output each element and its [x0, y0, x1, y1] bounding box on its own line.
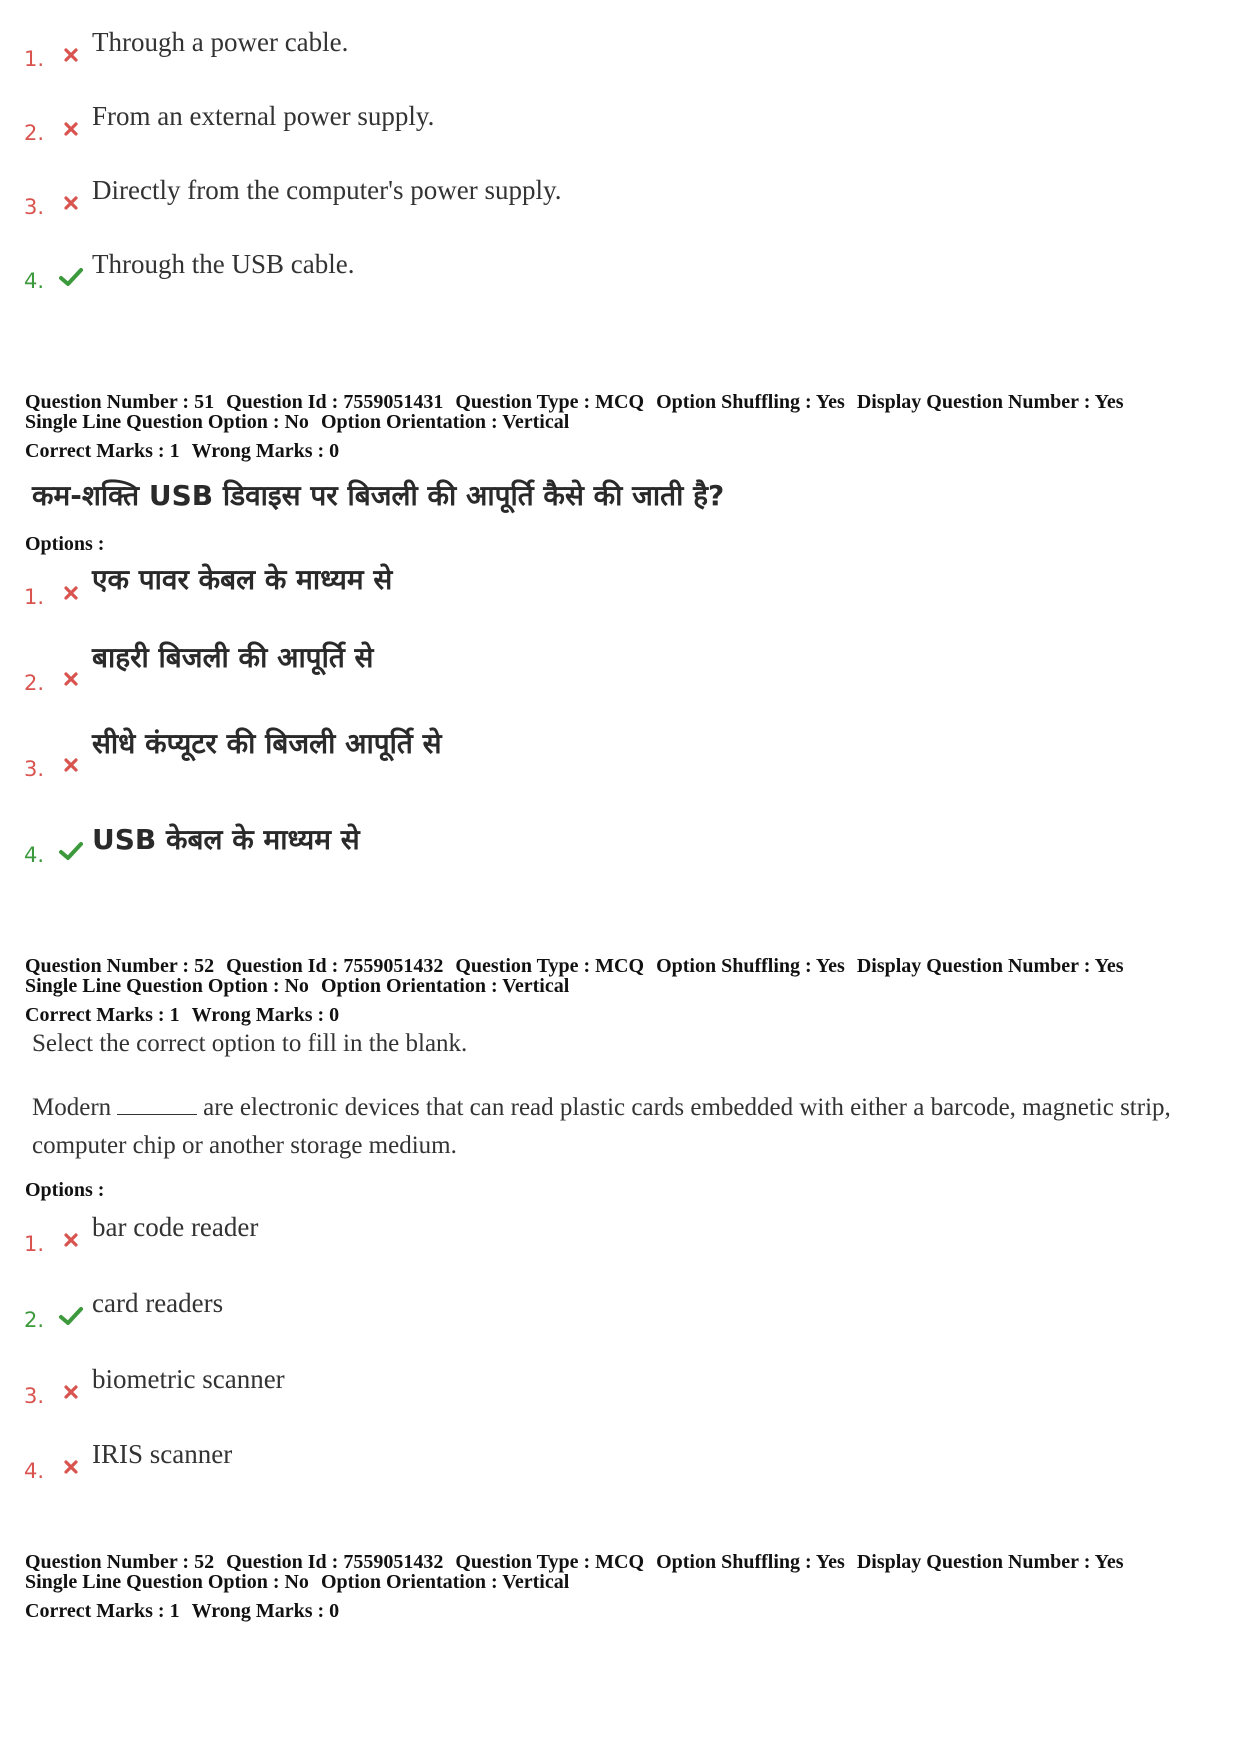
option-number: 4. — [24, 843, 45, 867]
option-text: bar code reader — [92, 1212, 259, 1242]
option-number: 1. — [24, 585, 45, 609]
option-text: USB केबल के माध्यम से — [92, 823, 360, 856]
option-number: 2. — [24, 671, 45, 695]
option-text: card readers — [92, 1288, 224, 1318]
cross-icon — [56, 192, 86, 214]
cross-icon — [56, 118, 86, 140]
option-text: Directly from the computer's power supply. — [92, 175, 562, 205]
option-orientation: Option Orientation : Vertical — [320, 975, 570, 997]
option-text: From an external power supply. — [92, 101, 435, 131]
option-row — [24, 823, 360, 867]
question-number: Question Number : 51 — [25, 391, 215, 413]
option-number: 1. — [24, 47, 45, 71]
single-line-option: Single Line Question Option : No — [25, 411, 309, 433]
question-number: Question Number : 52 — [25, 955, 215, 977]
question-sentence-line2: computer chip or another storage medium. — [32, 1132, 457, 1159]
option-text: IRIS scanner — [92, 1439, 233, 1469]
display-question-number: Display Question Number : Yes — [856, 1551, 1124, 1573]
option-row — [24, 1288, 224, 1332]
cross-icon — [56, 1229, 86, 1251]
options-label: Options : — [25, 1179, 105, 1201]
option-shuffling: Option Shuffling : Yes — [656, 955, 845, 977]
question-number: Question Number : 52 — [25, 1551, 215, 1573]
question-meta-line2 — [25, 976, 569, 997]
cross-icon — [56, 668, 86, 690]
sentence-start: Modern — [32, 1094, 112, 1121]
question-id: Question Id : 7559051431 — [226, 391, 444, 413]
options-label: Options : — [25, 533, 105, 555]
check-icon — [56, 840, 86, 862]
option-text: सीधे कंप्यूटर की बिजली आपूर्ति से — [92, 727, 442, 760]
option-number: 4. — [24, 1459, 45, 1483]
single-line-option: Single Line Question Option : No — [25, 1571, 309, 1593]
cross-icon — [56, 754, 86, 776]
cross-icon — [56, 582, 86, 604]
option-row — [24, 563, 393, 609]
correct-marks: Correct Marks : 1 — [25, 1600, 180, 1622]
cross-icon — [56, 1456, 86, 1478]
blank-line — [117, 1094, 197, 1115]
option-number: 2. — [24, 121, 45, 145]
option-row — [24, 175, 562, 219]
option-number: 2. — [24, 1308, 45, 1332]
cross-icon — [56, 44, 86, 66]
question-id: Question Id : 7559051432 — [226, 955, 444, 977]
option-shuffling: Option Shuffling : Yes — [656, 391, 845, 413]
option-text: Through a power cable. — [92, 27, 349, 57]
option-text: बाहरी बिजली की आपूर्ति से — [92, 641, 374, 674]
question-marks — [25, 1005, 339, 1026]
option-row — [24, 249, 355, 293]
option-number: 3. — [24, 195, 45, 219]
question-type: Question Type : MCQ — [455, 955, 645, 977]
question-instruction: Select the correct option to fill in the blank. — [32, 1030, 468, 1057]
option-orientation: Option Orientation : Vertical — [320, 411, 570, 433]
option-row — [24, 101, 435, 145]
display-question-number: Display Question Number : Yes — [856, 955, 1124, 977]
question-meta-line2 — [25, 1572, 569, 1593]
display-question-number: Display Question Number : Yes — [856, 391, 1124, 413]
correct-marks: Correct Marks : 1 — [25, 440, 180, 462]
option-shuffling: Option Shuffling : Yes — [656, 1551, 845, 1573]
option-row — [24, 1439, 233, 1483]
question-type: Question Type : MCQ — [455, 391, 645, 413]
option-row — [24, 1364, 285, 1408]
wrong-marks: Wrong Marks : 0 — [191, 440, 340, 462]
option-row — [24, 1212, 259, 1256]
question-marks — [25, 441, 339, 462]
check-icon — [56, 266, 86, 288]
sentence-rest: are electronic devices that can read plastic cards embedded with either a barcode, magnetic strip, — [203, 1094, 1171, 1121]
option-text: Through the USB cable. — [92, 249, 355, 279]
question-meta-line1 — [25, 392, 1124, 413]
option-row — [24, 727, 442, 781]
wrong-marks: Wrong Marks : 0 — [191, 1600, 340, 1622]
option-row — [24, 641, 374, 695]
option-text: एक पावर केबल के माध्यम से — [92, 563, 393, 596]
check-icon — [56, 1305, 86, 1327]
option-number: 1. — [24, 1232, 45, 1256]
question-marks — [25, 1601, 339, 1622]
option-text: biometric scanner — [92, 1364, 285, 1394]
question-text: कम-शक्ति USB डिवाइस पर बिजली की आपूर्ति कैसे की जाती है? — [32, 479, 725, 512]
option-orientation: Option Orientation : Vertical — [320, 1571, 570, 1593]
correct-marks: Correct Marks : 1 — [25, 1004, 180, 1026]
question-meta-line2 — [25, 412, 569, 433]
cross-icon — [56, 1381, 86, 1403]
single-line-option: Single Line Question Option : No — [25, 975, 309, 997]
question-meta-line1 — [25, 1552, 1124, 1573]
wrong-marks: Wrong Marks : 0 — [191, 1004, 340, 1026]
question-type: Question Type : MCQ — [455, 1551, 645, 1573]
question-sentence — [32, 1094, 1171, 1122]
question-id: Question Id : 7559051432 — [226, 1551, 444, 1573]
option-number: 3. — [24, 1384, 45, 1408]
question-meta-line1 — [25, 956, 1124, 977]
option-number: 3. — [24, 757, 45, 781]
option-number: 4. — [24, 269, 45, 293]
option-row — [24, 27, 349, 71]
